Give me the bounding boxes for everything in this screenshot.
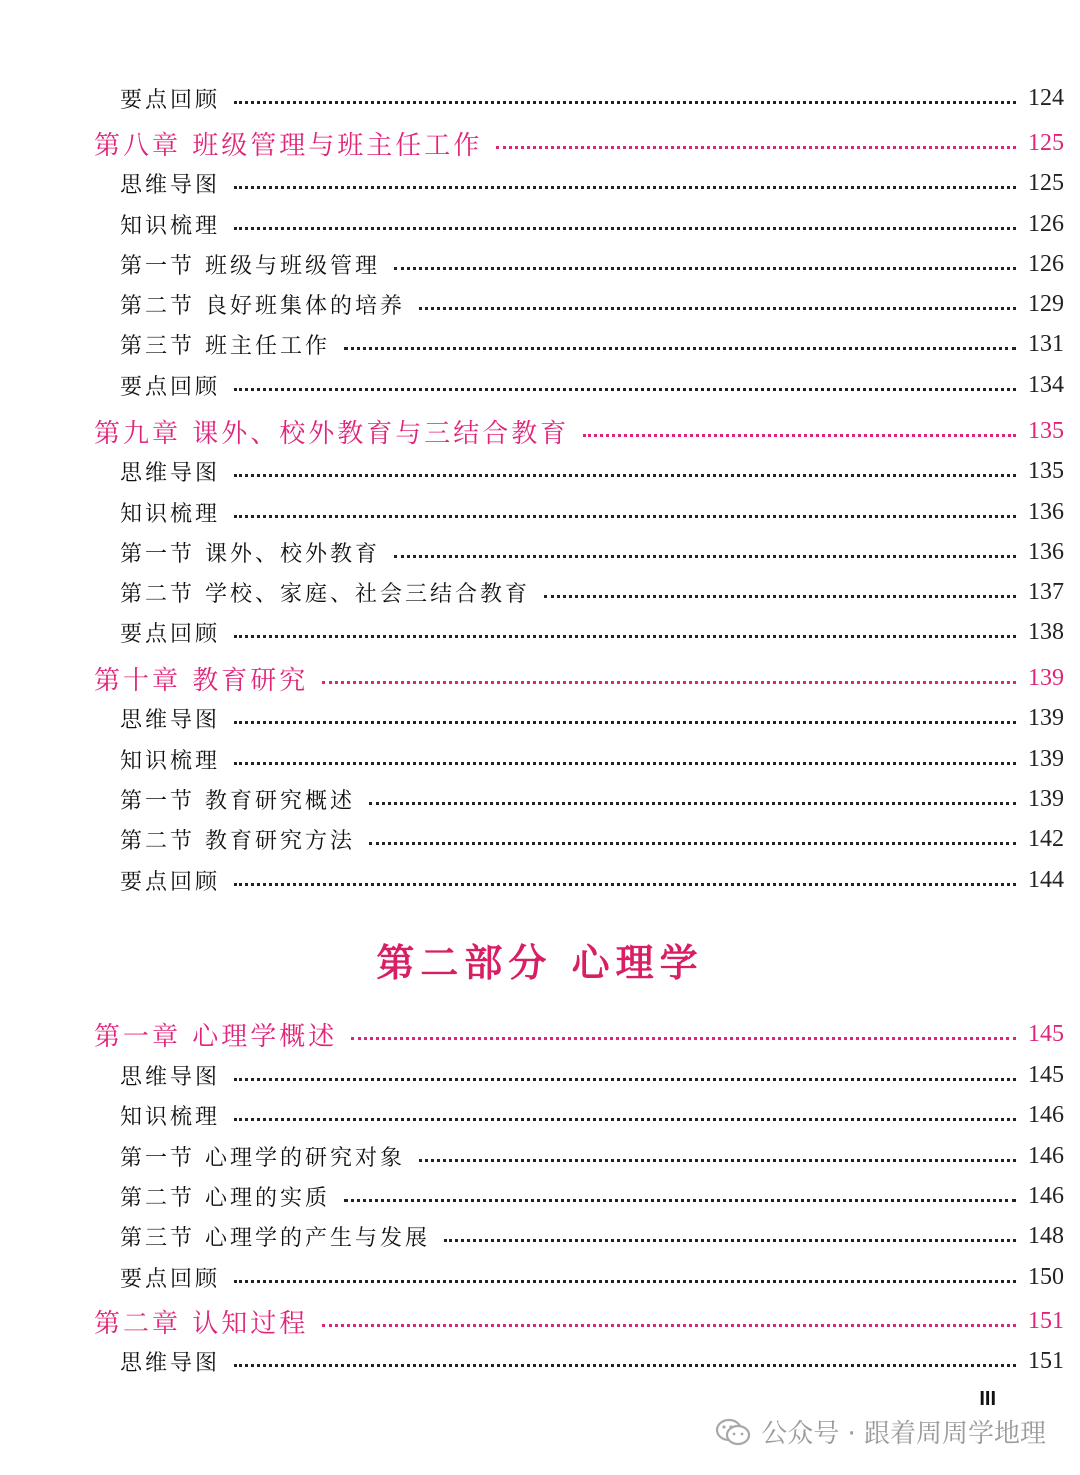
toc-section-entry bbox=[0, 206, 1080, 242]
entry-page-number: 124 bbox=[1028, 84, 1064, 111]
entry-page-number: 142 bbox=[1028, 825, 1064, 852]
entry-page-number: 139 bbox=[1028, 664, 1064, 691]
dot-leader bbox=[234, 721, 1016, 724]
entry-title: 思维导图 bbox=[120, 460, 221, 486]
toc-section-entry bbox=[0, 494, 1080, 530]
entry-title: 知识梳理 bbox=[120, 213, 221, 239]
watermark bbox=[715, 1413, 1046, 1450]
toc-section-entry bbox=[0, 700, 1080, 736]
dot-leader bbox=[234, 227, 1016, 230]
dot-leader bbox=[394, 555, 1016, 558]
entry-title: 第三节 心理学的产生与发展 bbox=[120, 1225, 430, 1251]
entry-title: 思维导图 bbox=[120, 707, 221, 733]
dot-leader bbox=[234, 186, 1016, 189]
toc-section-entry bbox=[0, 1218, 1080, 1254]
dot-leader bbox=[544, 595, 1016, 598]
entry-page-number: 146 bbox=[1028, 1101, 1064, 1128]
toc-section-entry bbox=[0, 453, 1080, 489]
entry-title: 知识梳理 bbox=[120, 748, 221, 774]
entry-page-number: 126 bbox=[1028, 210, 1064, 237]
entry-title: 第一章 心理学概述 bbox=[94, 1021, 338, 1052]
entry-title: 思维导图 bbox=[120, 172, 221, 198]
entry-title: 第二节 心理的实质 bbox=[120, 1185, 330, 1211]
entry-title: 第二节 良好班集体的培养 bbox=[120, 293, 405, 319]
toc-chapter-entry bbox=[0, 125, 1080, 161]
dot-leader bbox=[322, 1324, 1016, 1327]
entry-title: 要点回顾 bbox=[120, 869, 221, 895]
entry-title: 思维导图 bbox=[120, 1064, 221, 1090]
entry-page-number: 126 bbox=[1028, 250, 1064, 277]
toc-chapter-entry bbox=[0, 413, 1080, 449]
dot-leader bbox=[351, 1037, 1016, 1040]
toc-chapter-entry bbox=[0, 1303, 1080, 1339]
entry-page-number: 134 bbox=[1028, 371, 1064, 398]
dot-leader bbox=[234, 474, 1016, 477]
toc-section-entry bbox=[0, 286, 1080, 322]
entry-title: 第十章 教育研究 bbox=[94, 665, 309, 696]
entry-page-number: 125 bbox=[1028, 169, 1064, 196]
dot-leader bbox=[234, 1078, 1016, 1081]
dot-leader bbox=[394, 267, 1016, 270]
dot-leader bbox=[234, 1280, 1016, 1283]
entry-page-number: 139 bbox=[1028, 785, 1064, 812]
entry-page-number: 148 bbox=[1028, 1222, 1064, 1249]
dot-leader bbox=[344, 1199, 1016, 1202]
part-title: 第二部分 心理学 bbox=[376, 940, 704, 985]
entry-title: 第二节 学校、家庭、社会三结合教育 bbox=[120, 581, 530, 607]
page-number: III bbox=[979, 1388, 996, 1410]
entry-page-number: 129 bbox=[1028, 290, 1064, 317]
dot-leader bbox=[419, 307, 1016, 310]
entry-page-number: 144 bbox=[1028, 866, 1064, 893]
dot-leader bbox=[234, 515, 1016, 518]
toc-section-entry bbox=[0, 1259, 1080, 1295]
toc-section-entry bbox=[0, 80, 1080, 116]
dot-leader bbox=[234, 1118, 1016, 1121]
toc-section-entry bbox=[0, 1343, 1080, 1379]
dot-leader bbox=[234, 388, 1016, 391]
toc-section-entry bbox=[0, 165, 1080, 201]
entry-title: 第一节 课外、校外教育 bbox=[120, 541, 380, 567]
entry-page-number: 150 bbox=[1028, 1263, 1064, 1290]
entry-title: 第九章 课外、校外教育与三结合教育 bbox=[94, 418, 570, 449]
toc-section-entry bbox=[0, 614, 1080, 650]
entry-title: 第三节 班主任工作 bbox=[120, 333, 330, 359]
entry-page-number: 131 bbox=[1028, 330, 1064, 357]
entry-page-number: 151 bbox=[1028, 1307, 1064, 1334]
toc-section-entry bbox=[0, 1138, 1080, 1174]
entry-page-number: 136 bbox=[1028, 498, 1064, 525]
entry-page-number: 135 bbox=[1028, 417, 1064, 444]
entry-title: 知识梳理 bbox=[120, 501, 221, 527]
entry-title: 第一节 班级与班级管理 bbox=[120, 253, 380, 279]
entry-page-number: 145 bbox=[1028, 1020, 1064, 1047]
entry-page-number: 137 bbox=[1028, 578, 1064, 605]
entry-title: 第一节 心理学的研究对象 bbox=[120, 1145, 405, 1171]
toc-section-entry bbox=[0, 1178, 1080, 1214]
dot-leader bbox=[234, 762, 1016, 765]
dot-leader bbox=[444, 1239, 1016, 1242]
dot-leader bbox=[496, 146, 1016, 149]
toc-section-entry bbox=[0, 534, 1080, 570]
toc-section-entry bbox=[0, 781, 1080, 817]
entry-page-number: 139 bbox=[1028, 745, 1064, 772]
toc-section-entry bbox=[0, 326, 1080, 362]
entry-title: 第二节 教育研究方法 bbox=[120, 828, 355, 854]
toc-chapter-entry bbox=[0, 1016, 1080, 1052]
dot-leader bbox=[234, 101, 1016, 104]
dot-leader bbox=[322, 681, 1016, 684]
entry-title: 知识梳理 bbox=[120, 1104, 221, 1130]
dot-leader bbox=[369, 802, 1016, 805]
dot-leader bbox=[369, 842, 1016, 845]
entry-title: 要点回顾 bbox=[120, 374, 221, 400]
entry-title: 第一节 教育研究概述 bbox=[120, 788, 355, 814]
dot-leader bbox=[234, 635, 1016, 638]
entry-title: 思维导图 bbox=[120, 1350, 221, 1376]
toc-section-entry bbox=[0, 246, 1080, 282]
entry-title: 要点回顾 bbox=[120, 621, 221, 647]
toc-section-entry bbox=[0, 367, 1080, 403]
entry-page-number: 139 bbox=[1028, 704, 1064, 731]
toc-section-entry bbox=[0, 821, 1080, 857]
dot-leader bbox=[583, 434, 1016, 437]
toc-section-entry bbox=[0, 862, 1080, 898]
watermark-text: 公众号 · 跟着周周学地理 bbox=[761, 1419, 1046, 1449]
dot-leader bbox=[419, 1159, 1016, 1162]
entry-title: 第二章 认知过程 bbox=[94, 1308, 309, 1339]
toc-section-entry bbox=[0, 1057, 1080, 1093]
toc-section-entry bbox=[0, 1097, 1080, 1133]
entry-page-number: 151 bbox=[1028, 1347, 1064, 1374]
dot-leader bbox=[234, 883, 1016, 886]
entry-page-number: 145 bbox=[1028, 1061, 1064, 1088]
dot-leader bbox=[344, 347, 1016, 350]
entry-title: 要点回顾 bbox=[120, 87, 221, 113]
entry-title: 第八章 班级管理与班主任工作 bbox=[94, 130, 483, 161]
wechat-icon bbox=[715, 1418, 751, 1446]
toc-section-entry bbox=[0, 574, 1080, 610]
entry-title: 要点回顾 bbox=[120, 1266, 221, 1292]
dot-leader bbox=[234, 1364, 1016, 1367]
entry-page-number: 146 bbox=[1028, 1182, 1064, 1209]
entry-page-number: 135 bbox=[1028, 457, 1064, 484]
entry-page-number: 125 bbox=[1028, 129, 1064, 156]
toc-section-entry bbox=[0, 741, 1080, 777]
entry-page-number: 146 bbox=[1028, 1142, 1064, 1169]
entry-page-number: 136 bbox=[1028, 538, 1064, 565]
toc-chapter-entry bbox=[0, 660, 1080, 696]
entry-page-number: 138 bbox=[1028, 618, 1064, 645]
